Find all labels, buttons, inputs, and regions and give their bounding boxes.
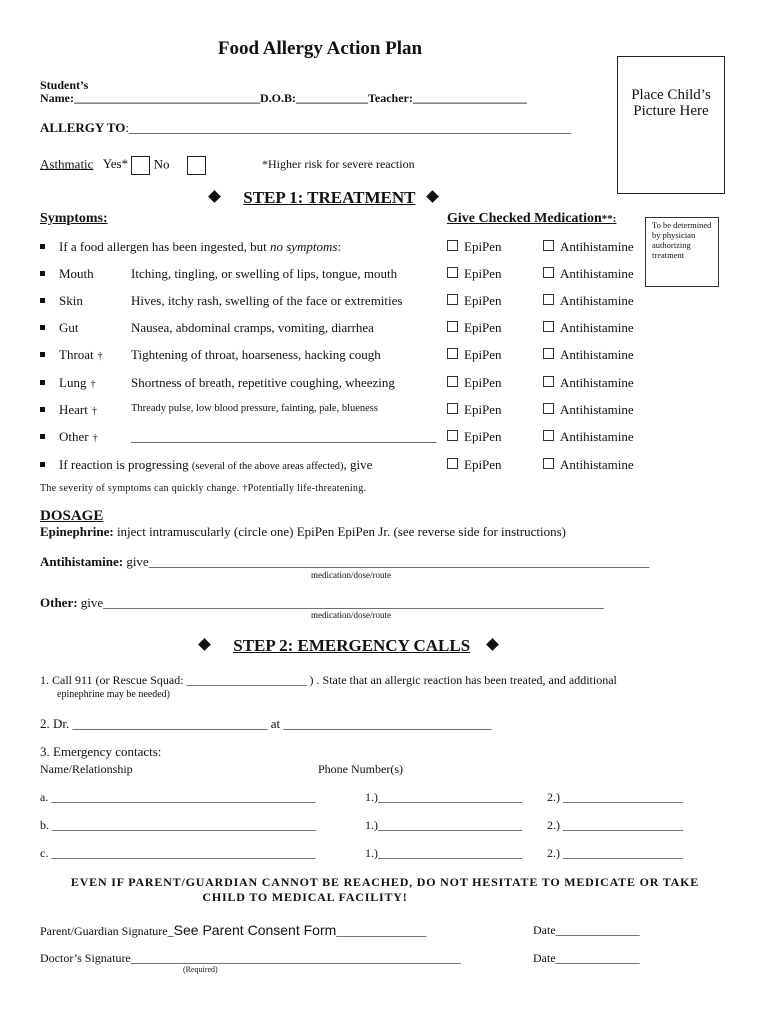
antihistamine-line (40, 554, 649, 570)
antihistamine-checkbox[interactable] (543, 458, 554, 469)
epipen-option[interactable] (447, 293, 502, 309)
epipen-label: EpiPen (464, 457, 502, 472)
antihistamine-checkbox[interactable] (543, 294, 554, 305)
bullet-icon (40, 380, 45, 385)
antihistamine-label: Antihistamine (560, 375, 634, 390)
antihistamine-sub-label: medication/dose/route (311, 570, 391, 580)
antihistamine-option[interactable] (543, 457, 634, 473)
phone-numbers-label: Phone Number(s) (318, 762, 403, 776)
diamond-icon (487, 638, 500, 651)
parent-signature-blank: _______________ (336, 924, 427, 938)
other-dosage-field[interactable]: give_____________________________________________________________________________ (80, 595, 604, 610)
epipen-checkbox[interactable] (447, 348, 458, 359)
epipen-option[interactable] (447, 402, 502, 418)
severity-note-line (40, 483, 366, 494)
parent-signature-value[interactable]: See Parent Consent Form (173, 922, 337, 938)
symptom-desc: Tightening of throat, hoarseness, hacking cough (131, 347, 381, 362)
warning-line-1: EVEN IF PARENT/GUARDIAN CANNOT BE REACHED, DO NOT HESITATE TO MEDICATE OR TAKE (70, 875, 700, 889)
contact-name-field[interactable]: ____________________________________________ (51, 846, 316, 860)
parent-signature-prefix: _ (167, 924, 174, 938)
allergy-field[interactable]: :____________________________________________________________________ (125, 120, 571, 135)
no-label: No (153, 156, 170, 172)
bullet-icon (40, 325, 45, 330)
antihistamine-option[interactable] (543, 266, 634, 282)
epinephrine-text[interactable]: inject intramuscularly (circle one) EpiPen EpiPen Jr. (see reverse side for instructions) (116, 524, 567, 539)
call-911-continued: epinephrine may be needed) (57, 689, 171, 700)
doctor-signature-label: Doctor’s Signature (40, 951, 131, 965)
antihistamine-option[interactable] (543, 239, 634, 255)
epipen-option[interactable] (447, 347, 502, 363)
medication-header-text: Give Checked Medication (447, 211, 602, 226)
antihistamine-option[interactable] (543, 429, 634, 445)
symptom-area: Lung (59, 375, 87, 390)
bullet-icon (40, 407, 45, 412)
epipen-checkbox[interactable] (447, 240, 458, 251)
allergy-label: ALLERGY TO (40, 120, 126, 135)
epipen-checkbox[interactable] (447, 403, 458, 414)
symptom-area: Gut (59, 320, 79, 335)
student-info-line (40, 91, 527, 106)
name-label: Name: (40, 91, 74, 105)
antihistamine-checkbox[interactable] (543, 403, 554, 414)
epipen-checkbox[interactable] (447, 267, 458, 278)
antihistamine-label: Antihistamine (560, 320, 634, 335)
parent-signature-line (40, 922, 426, 939)
teacher-field[interactable]: ___________________ (412, 91, 527, 105)
higher-risk-note: *Higher risk for severe reaction (262, 157, 415, 171)
epipen-option[interactable] (447, 320, 502, 336)
antihistamine-label: Antihistamine (560, 239, 634, 254)
dosage-heading: DOSAGE (40, 508, 104, 524)
name-field[interactable]: _______________________________ (73, 91, 260, 105)
bullet-icon (40, 352, 45, 357)
bullet-icon (40, 434, 45, 439)
contact-phone-1-field[interactable]: 1.)________________________ (365, 846, 522, 860)
contact-phone-2-field[interactable]: 2.) ____________________ (547, 846, 683, 860)
physician-note-box: To be determined by physician authorizing treatment (645, 217, 719, 287)
doctor-date-field[interactable]: ______________ (555, 951, 640, 965)
dagger-icon: † (92, 433, 98, 444)
epinephrine-label: Epinephrine: (40, 524, 114, 539)
other-sub-label: medication/dose/route (311, 610, 391, 620)
contact-phone-2-field[interactable]: 2.) ____________________ (547, 818, 683, 832)
contact-letter: b. (40, 818, 49, 832)
parent-signature-label: Parent/Guardian Signature (40, 924, 168, 938)
contact-name-line (40, 846, 315, 861)
diamond-icon (426, 190, 439, 203)
dob-label: D.O.B: (259, 91, 296, 105)
yes-checkbox[interactable] (131, 156, 150, 175)
antihistamine-checkbox[interactable] (543, 321, 554, 332)
contact-phone-2-field[interactable]: 2.) ____________________ (547, 790, 683, 804)
epipen-label: EpiPen (464, 266, 502, 281)
antihistamine-option[interactable] (543, 375, 634, 391)
symptom-tail: : (337, 239, 342, 254)
contact-phone-1-field[interactable]: 1.)________________________ (365, 790, 522, 804)
doctor-date-line (533, 951, 640, 966)
dagger-icon: † (91, 406, 97, 417)
allergy-line (40, 120, 571, 136)
epipen-label: EpiPen (464, 375, 502, 390)
dagger-icon: † (90, 379, 96, 390)
no-checkbox[interactable] (187, 156, 206, 175)
symptom-area: Other (59, 429, 89, 444)
epipen-label: EpiPen (464, 320, 502, 335)
epipen-label: EpiPen (464, 347, 502, 362)
antihistamine-checkbox[interactable] (543, 430, 554, 441)
step1-heading-text: STEP 1: TREATMENT (243, 188, 416, 207)
symptom-area: Mouth (59, 266, 94, 281)
antihistamine-checkbox[interactable] (543, 267, 554, 278)
dagger-icon: † (242, 483, 248, 494)
symptom-desc: no symptoms (269, 239, 338, 254)
contact-name-field[interactable]: ____________________________________________ (51, 790, 316, 804)
contact-name-line (40, 790, 315, 805)
diamond-icon (198, 638, 211, 651)
asthmatic-label: Asthmatic (40, 156, 94, 172)
symptom-area: If reaction is progressing (59, 457, 192, 472)
doctor-line[interactable]: 2. Dr. ______________________________ at ________________________________ (40, 716, 492, 731)
parent-date-field[interactable]: ______________ (555, 923, 640, 937)
required-note: (Required) (183, 965, 218, 974)
symptom-desc: Hives, itchy rash, swelling of the face or extremities (131, 293, 403, 308)
epipen-option[interactable] (447, 457, 502, 473)
symptom-area: Skin (59, 293, 83, 308)
antihistamine-label: Antihistamine (560, 429, 634, 444)
bullet-icon (40, 244, 45, 249)
teacher-label: Teacher: (367, 91, 413, 105)
step2-heading-text: STEP 2: EMERGENCY CALLS (233, 636, 471, 655)
step1-heading (210, 188, 437, 208)
symptom-desc: (several of the above areas affected) (191, 461, 344, 472)
epipen-label: EpiPen (464, 402, 502, 417)
asthmatic-line (40, 156, 206, 175)
dob-field[interactable]: ____________ (295, 91, 368, 105)
name-relationship-label: Name/Relationship (40, 762, 133, 776)
symptom-area: If a food allergen has been ingested, but (59, 239, 270, 254)
page-title: Food Allergy Action Plan (217, 38, 423, 59)
antihistamine-label: Antihistamine (560, 347, 634, 362)
antihistamine-field[interactable]: give_____________________________________________________________________________ (126, 554, 650, 569)
contact-name-line (40, 818, 316, 833)
symptom-desc[interactable]: _______________________________________________ (131, 429, 437, 444)
life-threat-note: Potentially life-threatening. (247, 483, 367, 494)
warning-line-2: CHILD TO MEDICAL FACILITY! (202, 890, 408, 904)
antihistamine-option[interactable] (543, 347, 634, 363)
antihistamine-option[interactable] (543, 320, 634, 336)
medication-header (447, 211, 616, 227)
contact-letter: c. (40, 846, 49, 860)
bullet-icon (40, 271, 45, 276)
students-label: Student’s (40, 78, 89, 92)
medication-header-suffix: **: (601, 213, 617, 225)
antihistamine-checkbox[interactable] (543, 376, 554, 387)
epipen-option[interactable] (447, 239, 502, 255)
epipen-label: EpiPen (464, 239, 502, 254)
antihistamine-checkbox[interactable] (543, 348, 554, 359)
other-dosage-line (40, 595, 604, 611)
doctor-signature-field[interactable]: _______________________________________________________ (130, 951, 461, 965)
epinephrine-line (40, 524, 566, 540)
antihistamine-label: Antihistamine (560, 266, 634, 281)
severity-note: The severity of symptoms can quickly change. (40, 483, 240, 494)
parent-date-line (533, 923, 640, 938)
bullet-icon (40, 298, 45, 303)
symptom-desc: Nausea, abdominal cramps, vomiting, diarrhea (131, 320, 374, 335)
antihistamine-label: Antihistamine: (40, 554, 124, 569)
antihistamine-checkbox[interactable] (543, 240, 554, 251)
antihistamine-label: Antihistamine (560, 457, 634, 472)
epipen-checkbox[interactable] (447, 458, 458, 469)
contact-phone-1-field[interactable]: 1.)________________________ (365, 818, 522, 832)
epipen-option[interactable] (447, 429, 502, 445)
epipen-label: EpiPen (464, 293, 502, 308)
epipen-checkbox[interactable] (447, 430, 458, 441)
epipen-checkbox[interactable] (447, 294, 458, 305)
antihistamine-label: Antihistamine (560, 402, 634, 417)
symptom-area: Throat (59, 347, 94, 362)
symptoms-header: Symptoms: (40, 211, 108, 226)
epipen-option[interactable] (447, 375, 502, 391)
symptom-tail: , give (343, 457, 373, 472)
contact-name-field[interactable]: ____________________________________________ (52, 818, 316, 832)
call-911-line: 1. Call 911 (or Rescue Squad: ____________________ ) . State that an allergic reaction has been treated, and additional (40, 673, 617, 687)
photo-placeholder-text: Place Child’s Picture Here (631, 87, 711, 119)
symptom-desc: Thready pulse, low blood pressure, fainting, pale, blueness (131, 403, 378, 414)
contacts-heading: 3. Emergency contacts: (40, 744, 162, 759)
bullet-icon (40, 462, 45, 467)
symptom-area: Heart (59, 402, 88, 417)
epipen-label: EpiPen (464, 429, 502, 444)
parent-date-label: Date (533, 923, 556, 937)
symptom-desc: Shortness of breath, repetitive coughing, wheezing (131, 375, 395, 390)
symptom-desc: Itching, tingling, or swelling of lips, tongue, mouth (131, 266, 398, 281)
yes-label: Yes* (102, 156, 129, 172)
antihistamine-option[interactable] (543, 293, 634, 309)
antihistamine-option[interactable] (543, 402, 634, 418)
step2-heading (200, 636, 497, 656)
antihistamine-label: Antihistamine (560, 293, 634, 308)
epipen-checkbox[interactable] (447, 376, 458, 387)
diamond-icon (208, 190, 221, 203)
epipen-option[interactable] (447, 266, 502, 282)
contact-letter: a. (40, 790, 49, 804)
doctor-signature-line (40, 951, 461, 966)
photo-placeholder (617, 56, 725, 194)
epipen-checkbox[interactable] (447, 321, 458, 332)
other-dosage-label: Other: (40, 595, 78, 610)
doctor-date-label: Date (533, 951, 556, 965)
dagger-icon: † (97, 351, 103, 362)
